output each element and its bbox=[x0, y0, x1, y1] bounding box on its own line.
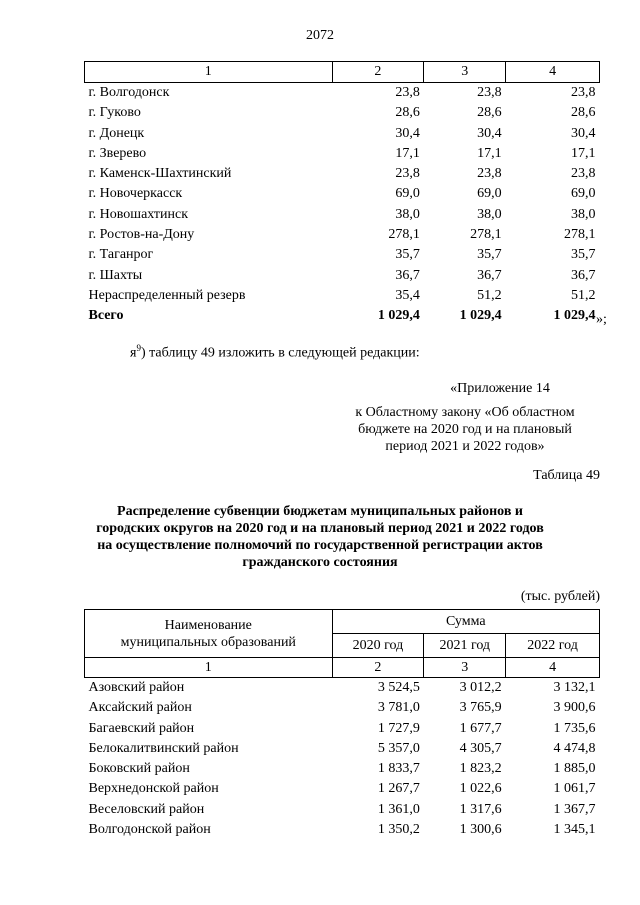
table-row bbox=[85, 205, 600, 225]
name-column-header bbox=[85, 610, 333, 658]
value-cell: 28,6 bbox=[477, 105, 502, 121]
value-cell: 38,0 bbox=[477, 206, 502, 222]
value-cell: 3 132,1 bbox=[553, 680, 596, 695]
heading-line: городских округов на 2020 год и на плановый период 2021 и 2022 годов bbox=[96, 521, 544, 536]
table-row bbox=[85, 698, 600, 718]
column-number-cell: 1 bbox=[85, 62, 333, 83]
value-cell: 1 727,9 bbox=[377, 720, 420, 736]
table-row bbox=[85, 144, 600, 164]
value-cell: 1 823,2 bbox=[459, 761, 502, 777]
value-cell: 1 367,7 bbox=[553, 801, 596, 817]
table-row bbox=[85, 225, 600, 245]
table-row bbox=[85, 719, 600, 739]
value-cell: 36,7 bbox=[477, 267, 502, 283]
table-row bbox=[85, 83, 600, 104]
value-cell: 5 357,0 bbox=[377, 740, 420, 756]
value-cell: 1 061,7 bbox=[553, 781, 596, 797]
value-cell: 4 305,7 bbox=[459, 740, 502, 756]
table-row bbox=[85, 266, 600, 286]
value-cell: 1 361,0 bbox=[377, 801, 420, 817]
annex-law-reference bbox=[330, 404, 600, 455]
value-cell: 23,8 bbox=[395, 85, 420, 100]
row-name: г. Таганрог bbox=[88, 247, 154, 263]
value-cell: 30,4 bbox=[477, 125, 502, 141]
total-label: Всего bbox=[88, 308, 124, 324]
value-cell: 36,7 bbox=[571, 267, 596, 283]
value-cell: 278,1 bbox=[470, 227, 502, 243]
value-cell: 38,0 bbox=[571, 206, 596, 222]
table-row bbox=[85, 164, 600, 184]
row-name: Волгодонской район bbox=[88, 822, 211, 838]
value-cell: 3 012,2 bbox=[459, 680, 502, 695]
value-cell: 69,0 bbox=[477, 186, 502, 202]
value-cell: 35,7 bbox=[477, 247, 502, 263]
sum-header: Сумма bbox=[332, 610, 599, 634]
instruction-body: ) таблицу 49 изложить в следующей редакции: bbox=[140, 345, 420, 361]
table-row bbox=[85, 739, 600, 759]
value-cell: 4 474,8 bbox=[553, 740, 596, 756]
table-row bbox=[85, 286, 600, 306]
value-cell: 1 300,6 bbox=[459, 822, 502, 838]
row-name: Веселовский район bbox=[88, 801, 205, 817]
column-number-cell: 2 bbox=[332, 62, 424, 83]
year-header: 2020 год bbox=[332, 634, 424, 658]
table-row bbox=[85, 800, 600, 820]
column-number-cell: 3 bbox=[424, 62, 506, 83]
name-header-line: Наименование bbox=[164, 617, 252, 633]
value-cell: 51,2 bbox=[571, 287, 596, 303]
value-cell: 35,4 bbox=[395, 287, 420, 303]
total-value: 1 029,4 bbox=[459, 308, 502, 324]
column-number-cell: 2 bbox=[332, 658, 424, 678]
value-cell: 1 267,7 bbox=[377, 781, 420, 797]
value-cell: 278,1 bbox=[388, 227, 420, 243]
table-heading bbox=[80, 503, 560, 571]
instruction-text bbox=[130, 343, 420, 362]
value-cell: 1 350,2 bbox=[377, 822, 420, 838]
value-cell: 36,7 bbox=[395, 267, 420, 283]
value-cell: 1 317,6 bbox=[459, 801, 502, 817]
value-cell: 1 735,6 bbox=[553, 720, 596, 736]
row-name: г. Донецк bbox=[88, 125, 145, 141]
heading-line: Распределение субвенции бюджетам муниципальных районов и bbox=[117, 504, 523, 519]
value-cell: 69,0 bbox=[571, 186, 596, 202]
row-name: г. Зверево bbox=[88, 145, 147, 161]
annex-title: «Приложение 14 bbox=[450, 381, 550, 396]
table-row bbox=[85, 103, 600, 123]
value-cell: 23,8 bbox=[477, 85, 502, 100]
value-cell: 23,8 bbox=[477, 166, 502, 182]
value-cell: 23,8 bbox=[571, 85, 596, 100]
annex-law-line: бюджете на 2020 год и на плановый bbox=[358, 422, 572, 437]
annex-law-line: к Областному закону «Об областном bbox=[355, 405, 575, 420]
value-cell: 1 833,7 bbox=[377, 761, 420, 777]
value-cell: 1 022,6 bbox=[459, 781, 502, 797]
top-table-header-row bbox=[85, 62, 600, 83]
total-row bbox=[85, 306, 600, 326]
units-label: (тыс. рублей) bbox=[520, 589, 600, 604]
value-cell: 1 885,0 bbox=[553, 761, 596, 777]
column-number-row bbox=[85, 658, 600, 678]
column-number-cell: 4 bbox=[506, 62, 600, 83]
row-name: г. Новошахтинск bbox=[88, 206, 189, 222]
value-cell: 3 900,6 bbox=[553, 700, 596, 716]
row-name: Белокалитвинский район bbox=[88, 740, 239, 756]
total-value: 1 029,4 bbox=[553, 308, 596, 324]
row-name: Багаевский район bbox=[88, 720, 195, 736]
row-name: г. Волгодонск bbox=[88, 85, 170, 100]
main-table bbox=[84, 609, 600, 840]
page-number: 2072 bbox=[306, 28, 334, 43]
instruction-superscript: 9 bbox=[136, 343, 141, 353]
row-name: г. Новочеркасск bbox=[88, 186, 183, 202]
value-cell: 35,7 bbox=[571, 247, 596, 263]
heading-line: гражданского состояния bbox=[242, 555, 398, 570]
table-row bbox=[85, 779, 600, 799]
value-cell: 278,1 bbox=[564, 227, 596, 243]
value-cell: 23,8 bbox=[395, 166, 420, 182]
table-row bbox=[85, 678, 600, 699]
value-cell: 28,6 bbox=[395, 105, 420, 121]
value-cell: 17,1 bbox=[395, 145, 420, 161]
row-name: г. Гуково bbox=[88, 105, 141, 121]
value-cell: 17,1 bbox=[571, 145, 596, 161]
year-header: 2022 год bbox=[506, 634, 600, 658]
column-number-cell: 3 bbox=[424, 658, 506, 678]
value-cell: 28,6 bbox=[571, 105, 596, 121]
row-name: г. Ростов-на-Дону bbox=[88, 227, 195, 243]
value-cell: 30,4 bbox=[571, 125, 596, 141]
heading-line: на осуществление полномочий по государственной регистрации актов bbox=[97, 538, 543, 553]
value-cell: 69,0 bbox=[395, 186, 420, 202]
value-cell: 1 345,1 bbox=[553, 822, 596, 838]
value-cell: 30,4 bbox=[395, 125, 420, 141]
value-cell: 3 781,0 bbox=[377, 700, 420, 716]
value-cell: 17,1 bbox=[477, 145, 502, 161]
closing-quote: »; bbox=[596, 312, 607, 327]
row-name: Нераспределенный резерв bbox=[88, 287, 246, 303]
value-cell: 23,8 bbox=[571, 166, 596, 182]
name-header-line: муниципальных образований bbox=[120, 634, 296, 650]
row-name: Азовский район bbox=[88, 680, 185, 695]
value-cell: 3 765,9 bbox=[459, 700, 502, 716]
table-row bbox=[85, 124, 600, 144]
column-number-cell: 1 bbox=[85, 658, 333, 678]
row-name: Боковский район bbox=[88, 761, 190, 777]
row-name: Аксайский район bbox=[88, 700, 192, 716]
value-cell: 1 677,7 bbox=[459, 720, 502, 736]
value-cell: 38,0 bbox=[395, 206, 420, 222]
annex-law-line: период 2021 и 2022 годов» bbox=[385, 439, 545, 454]
column-number-cell: 4 bbox=[506, 658, 600, 678]
row-name: Верхнедонской район bbox=[88, 781, 219, 797]
table-row bbox=[85, 820, 600, 840]
total-value: 1 029,4 bbox=[377, 308, 420, 324]
table-row bbox=[85, 245, 600, 265]
row-name: г. Каменск-Шахтинский bbox=[88, 166, 232, 182]
table-row bbox=[85, 184, 600, 204]
instruction-prefix: я bbox=[130, 345, 137, 361]
row-name: г. Шахты bbox=[88, 267, 143, 283]
value-cell: 51,2 bbox=[477, 287, 502, 303]
table-row bbox=[85, 759, 600, 779]
table-label: Таблица 49 bbox=[533, 468, 600, 483]
value-cell: 3 524,5 bbox=[377, 680, 420, 695]
value-cell: 35,7 bbox=[395, 247, 420, 263]
year-header: 2021 год bbox=[424, 634, 506, 658]
main-table-header-row bbox=[85, 610, 600, 634]
top-table bbox=[84, 61, 600, 327]
